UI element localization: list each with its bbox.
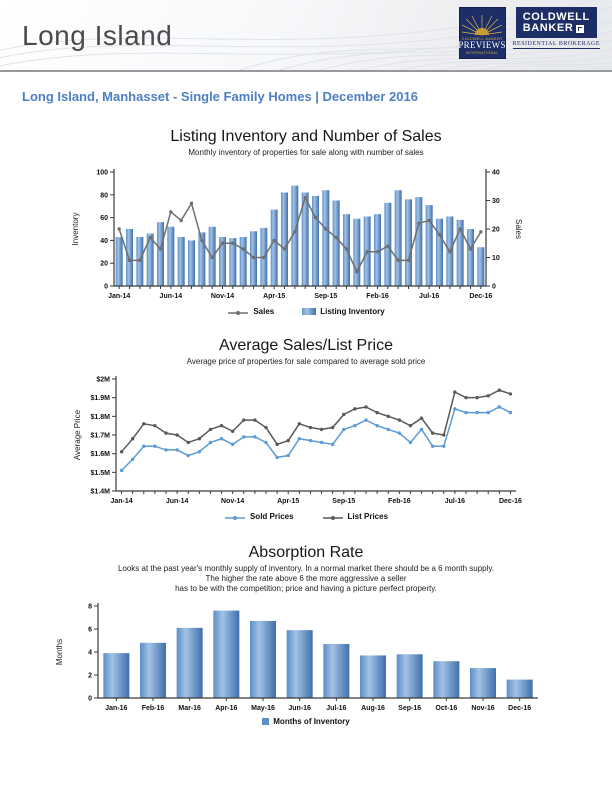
sunburst-icon bbox=[462, 15, 502, 37]
svg-text:Jan-16: Jan-16 bbox=[105, 705, 128, 712]
svg-text:40: 40 bbox=[100, 237, 108, 245]
average-sales-list-price-chart bbox=[26, 371, 586, 509]
coldwell-banker-wordmark: COLDWELL BANKER bbox=[516, 7, 597, 38]
header-logos bbox=[459, 7, 600, 59]
svg-text:Dec-16: Dec-16 bbox=[498, 498, 522, 505]
svg-text:Sep-15: Sep-15 bbox=[314, 293, 338, 300]
chart-title: Average Sales/List Price bbox=[218, 337, 393, 354]
svg-text:Sales: Sales bbox=[514, 218, 523, 240]
svg-text:Feb-16: Feb-16 bbox=[366, 293, 389, 300]
chart-subtitle: Looks at the past year's monthly supply of inventory. In a normal market there should be a 6 month supply. The higher the rate above 6 the more aggressive a seller has to be with the competition; price and having a picture perfect property. bbox=[117, 564, 495, 593]
residential-brokerage-tagline: RESIDENTIAL BROKERAGE bbox=[512, 41, 600, 47]
chart-subtitle: Monthly inventory of properties for sale along with number of sales bbox=[188, 148, 424, 157]
svg-text:6: 6 bbox=[88, 626, 92, 634]
svg-text:Average Price: Average Price bbox=[73, 409, 82, 461]
chart-legend bbox=[0, 305, 612, 317]
svg-text:$1.8M: $1.8M bbox=[90, 413, 110, 421]
svg-text:0: 0 bbox=[492, 283, 496, 291]
previews-logo-bottom-text: INTERNATIONAL bbox=[465, 51, 499, 55]
svg-text:Aug-16: Aug-16 bbox=[361, 705, 385, 712]
svg-text:$1.6M: $1.6M bbox=[90, 451, 110, 459]
svg-text:$2M: $2M bbox=[96, 376, 110, 384]
chart-section-absorption-rate bbox=[0, 544, 612, 726]
svg-text:20: 20 bbox=[100, 260, 108, 268]
svg-text:May-16: May-16 bbox=[251, 705, 275, 712]
coldwell-banker-previews-logo bbox=[459, 7, 506, 59]
sold-prices-line-marker bbox=[224, 514, 246, 522]
svg-text:Apr-15: Apr-15 bbox=[277, 498, 300, 505]
report-title: Long Island, Manhasset - Single Family Homes | December 2016 bbox=[22, 89, 418, 104]
svg-text:8: 8 bbox=[88, 603, 92, 611]
legend-item-sales: Sales bbox=[227, 305, 274, 317]
svg-text:$1.5M: $1.5M bbox=[90, 469, 110, 477]
chart-section-inventory-sales bbox=[0, 128, 612, 317]
svg-text:Jul-16: Jul-16 bbox=[326, 705, 347, 712]
chart-title: Absorption Rate bbox=[248, 544, 364, 561]
svg-text:40: 40 bbox=[492, 169, 500, 177]
absorption-rate-chart bbox=[26, 598, 586, 716]
legend-item-list-prices: List Prices bbox=[322, 510, 388, 522]
svg-text:Feb-16: Feb-16 bbox=[388, 498, 411, 505]
svg-text:Dec-16: Dec-16 bbox=[508, 705, 532, 712]
chart-section-average-price bbox=[0, 337, 612, 522]
svg-text:30: 30 bbox=[492, 198, 500, 205]
list-prices-line-marker bbox=[322, 514, 344, 522]
svg-text:Jul-16: Jul-16 bbox=[419, 293, 440, 300]
sales-line-marker bbox=[227, 309, 249, 317]
svg-text:Jun-14: Jun-14 bbox=[165, 498, 189, 505]
header-banner bbox=[0, 0, 612, 72]
svg-text:Inventory: Inventory bbox=[71, 212, 80, 246]
legend-item-months-of-inventory: Months of Inventory bbox=[262, 717, 349, 726]
svg-text:60: 60 bbox=[100, 215, 108, 223]
svg-text:Months: Months bbox=[55, 638, 64, 666]
svg-text:Jan-14: Jan-14 bbox=[108, 293, 131, 300]
svg-text:2: 2 bbox=[88, 672, 92, 680]
chart-title: Listing Inventory and Number of Sales bbox=[170, 128, 442, 145]
previews-logo-main-text: PREVIEWS bbox=[458, 40, 506, 51]
svg-text:80: 80 bbox=[100, 192, 108, 200]
svg-text:100: 100 bbox=[96, 169, 108, 177]
coldwell-banker-logo bbox=[513, 7, 600, 49]
svg-text:Jun-16: Jun-16 bbox=[288, 705, 311, 712]
svg-text:Jan-14: Jan-14 bbox=[110, 498, 133, 505]
svg-text:Feb-16: Feb-16 bbox=[141, 705, 165, 712]
legend-item-listing-inventory: Listing Inventory bbox=[302, 307, 384, 316]
coldwell-banker-square-icon bbox=[576, 25, 584, 33]
svg-text:0: 0 bbox=[88, 695, 92, 703]
chart-subtitle: Average price of properties for sale compared to average sold price bbox=[186, 357, 426, 366]
svg-text:Jun-14: Jun-14 bbox=[159, 293, 183, 300]
svg-text:Dec-16: Dec-16 bbox=[469, 293, 493, 300]
svg-text:Nov-14: Nov-14 bbox=[210, 293, 235, 300]
previews-logo-top-text: COLDWELL BANKER bbox=[461, 37, 503, 42]
months-of-inventory-swatch bbox=[262, 718, 269, 725]
listing-inventory-swatch bbox=[302, 308, 316, 315]
svg-text:$1.9M: $1.9M bbox=[90, 395, 110, 403]
svg-text:$1.7M: $1.7M bbox=[90, 432, 110, 440]
svg-text:Sep-15: Sep-15 bbox=[332, 498, 356, 505]
svg-text:10: 10 bbox=[492, 255, 500, 262]
svg-text:Apr-15: Apr-15 bbox=[263, 293, 286, 300]
chart-legend bbox=[0, 717, 612, 726]
svg-text:Nov-14: Nov-14 bbox=[220, 498, 245, 505]
svg-text:Mar-16: Mar-16 bbox=[178, 705, 201, 712]
svg-text:Jul-16: Jul-16 bbox=[444, 498, 466, 505]
svg-text:0: 0 bbox=[104, 283, 108, 291]
svg-text:Oct-16: Oct-16 bbox=[435, 705, 458, 712]
legend-item-sold-prices: Sold Prices bbox=[224, 510, 294, 522]
svg-text:Apr-16: Apr-16 bbox=[215, 705, 238, 712]
svg-text:Sep-16: Sep-16 bbox=[398, 705, 422, 712]
listing-inventory-sales-chart bbox=[26, 162, 586, 304]
chart-legend bbox=[0, 510, 612, 522]
svg-text:4: 4 bbox=[88, 649, 92, 657]
region-title: Long Island bbox=[22, 20, 173, 51]
svg-text:$1.4M: $1.4M bbox=[90, 488, 110, 496]
svg-text:20: 20 bbox=[492, 226, 500, 234]
svg-text:Nov-16: Nov-16 bbox=[471, 705, 495, 712]
